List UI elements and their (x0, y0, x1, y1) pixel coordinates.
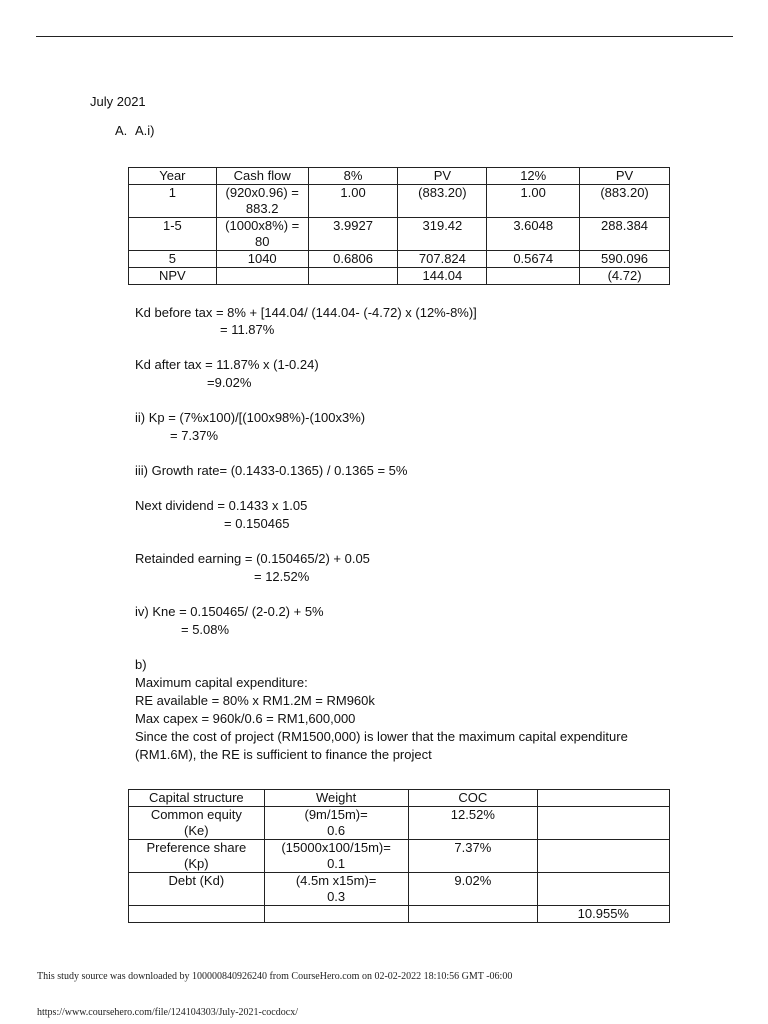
table-row (129, 873, 670, 906)
table-cell: (883.20) (580, 185, 670, 218)
table-row (129, 185, 670, 218)
section-title: A.i) (135, 123, 155, 138)
table-cell (308, 268, 398, 285)
table-header-cell: 8% (308, 168, 398, 185)
table-cell: (4.72) (580, 268, 670, 285)
kp-result: = 7.37% (170, 428, 219, 443)
table-header-cell: 12% (487, 168, 580, 185)
table-cell (264, 906, 408, 923)
table-header-row (129, 168, 670, 185)
table-cell: 144.04 (398, 268, 487, 285)
cash-flow-table (128, 167, 670, 285)
download-notice: This study source was downloaded by 100000840926240 from CourseHero.com on 02-02-2022 18:10:56 GMT -06:00 (37, 971, 513, 982)
table-cell (408, 906, 538, 923)
table-cell: 7.37% (408, 840, 538, 873)
table-header-cell: Weight (264, 790, 408, 807)
next-dividend-formula: Next dividend = 0.1433 x 1.05 (135, 498, 308, 513)
kd-before-tax-formula: Kd before tax = 8% + [144.04/ (144.04- (-4.72) x (12%-8%)] (135, 305, 477, 320)
table-cell: 319.42 (398, 218, 487, 251)
part-b-heading: Maximum capital expenditure: (135, 675, 308, 690)
table-cell: 1-5 (129, 218, 217, 251)
table-row (129, 268, 670, 285)
capital-structure-table (128, 789, 670, 923)
growth-rate-formula: iii) Growth rate= (0.1433-0.1365) / 0.1365 = 5% (135, 463, 408, 478)
table-cell: (15000x100/15m)= 0.1 (264, 840, 408, 873)
next-dividend-result: = 0.150465 (224, 516, 290, 531)
table-cell: Common equity (Ke) (129, 807, 265, 840)
kne-result: = 5.08% (181, 622, 230, 637)
conclusion-line-2: (RM1.6M), the RE is sufficient to finance the project (135, 747, 432, 762)
part-b-label: b) (135, 657, 147, 672)
table-cell: 9.02% (408, 873, 538, 906)
conclusion-line-1: Since the cost of project (RM1500,000) is lower that the maximum capital expenditure (135, 729, 628, 744)
table-cell (216, 268, 308, 285)
table-cell: 3.9927 (308, 218, 398, 251)
document-title: July 2021 (90, 94, 146, 109)
table-row (129, 251, 670, 268)
table-cell: NPV (129, 268, 217, 285)
table-row (129, 218, 670, 251)
retained-earning-formula: Retainded earning = (0.150465/2) + 0.05 (135, 551, 370, 566)
table-cell: (883.20) (398, 185, 487, 218)
table-header-row (129, 790, 670, 807)
table-cell: 1.00 (308, 185, 398, 218)
kd-before-tax-result: = 11.87% (220, 322, 275, 337)
table-cell: 1040 (216, 251, 308, 268)
table-row (129, 906, 670, 923)
table-cell: 288.384 (580, 218, 670, 251)
section-letter: A. (115, 123, 128, 138)
re-available-line: RE available = 80% x RM1.2M = RM960k (135, 693, 375, 708)
table-cell: 590.096 (580, 251, 670, 268)
table-cell: 5 (129, 251, 217, 268)
kne-formula: iv) Kne = 0.150465/ (2-0.2) + 5% (135, 604, 324, 619)
table-header-cell: Cash flow (216, 168, 308, 185)
kd-after-tax-result: =9.02% (207, 375, 252, 390)
table-row (129, 807, 670, 840)
kp-formula: ii) Kp = (7%x100)/[(100x98%)-(100x3%) (135, 410, 366, 425)
table-header-cell: Year (129, 168, 217, 185)
table-cell: 1 (129, 185, 217, 218)
table-cell (538, 807, 670, 840)
retained-earning-result: = 12.52% (254, 569, 310, 584)
table-cell (538, 873, 670, 906)
table-cell: 12.52% (408, 807, 538, 840)
table-cell: (9m/15m)= 0.6 (264, 807, 408, 840)
table-cell: 0.5674 (487, 251, 580, 268)
table-cell: 3.6048 (487, 218, 580, 251)
table-header-cell: COC (408, 790, 538, 807)
table-cell: 0.6806 (308, 251, 398, 268)
source-url[interactable]: https://www.coursehero.com/file/124104303/July-2021-cocdocx/ (37, 1007, 298, 1018)
table-cell: (920x0.96) = 883.2 (216, 185, 308, 218)
table-cell (487, 268, 580, 285)
table-header-cell: Capital structure (129, 790, 265, 807)
table-header-cell (538, 790, 670, 807)
table-cell: (4.5m x15m)= 0.3 (264, 873, 408, 906)
table-cell: 707.824 (398, 251, 487, 268)
table-cell: Preference share (Kp) (129, 840, 265, 873)
table-cell: (1000x8%) = 80 (216, 218, 308, 251)
header-rule (36, 36, 733, 37)
table-cell (538, 840, 670, 873)
table-cell: 10.955% (538, 906, 670, 923)
max-capex-line: Max capex = 960k/0.6 = RM1,600,000 (135, 711, 356, 726)
table-cell: Debt (Kd) (129, 873, 265, 906)
table-cell: 1.00 (487, 185, 580, 218)
table-cell (129, 906, 265, 923)
table-row (129, 840, 670, 873)
table-header-cell: PV (398, 168, 487, 185)
table-header-cell: PV (580, 168, 670, 185)
kd-after-tax-formula: Kd after tax = 11.87% x (1-0.24) (135, 357, 319, 372)
